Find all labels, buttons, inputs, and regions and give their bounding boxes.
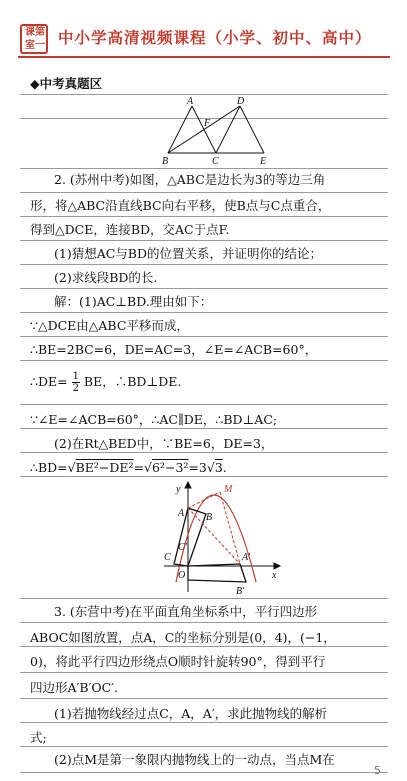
label-e: E (260, 156, 267, 166)
ruled-line (20, 192, 388, 193)
label-c-prime: C' (178, 542, 187, 553)
page-number: 5 (374, 764, 381, 777)
ruled-line (20, 404, 388, 405)
y-axis-arrow (185, 482, 191, 488)
edge-cd (216, 106, 240, 153)
ruled-line (20, 428, 388, 429)
edge-bd (168, 106, 240, 153)
ruled-line (20, 288, 388, 289)
p2-line-7: ∵△DCE由△ABC平移而成， (30, 318, 189, 333)
ruled-line (20, 168, 388, 169)
p3-line-2: ABOC如图放置，点A，C的坐标分别是(0，4)，(−1， (30, 630, 336, 645)
x-axis-arrow (274, 563, 280, 569)
sqrt-symbol: √ (67, 460, 76, 475)
ruled-line (20, 264, 388, 265)
p2-line-2: 形，将△ABC沿直线BC向右平移，使B点与C点重合， (30, 198, 331, 213)
p3-line-1: 3. (东营中考)在平面直角坐标系中，平行四边形 (54, 604, 318, 619)
dashed-segment-3 (188, 492, 220, 508)
p2-line-9 (30, 371, 181, 394)
fraction-numerator: 1 (72, 371, 79, 382)
logo-text-bottom: 室一 (25, 40, 45, 51)
label-b-prime: B' (236, 586, 245, 596)
p2-line-3: 得到△DCE，连接BD，交AC于点F. (30, 222, 230, 237)
p2-line-4: (1)猜想AC与BD的位置关系，并证明你的结论； (54, 246, 323, 261)
p2-line-12-start: ∴BD= (30, 460, 68, 475)
header-title: 中小学高清视频课程（小学、初中、高中） (58, 29, 372, 47)
p3-line-4: 四边形A′B′OC′. (30, 680, 119, 695)
p2-line-8: ∴BE=2BC=6，DE=AC=3，∠E=∠ACB=60°， (30, 342, 318, 357)
ruled-line (20, 94, 388, 95)
label-b2: B (206, 512, 213, 523)
p3-line-5: (1)若抛物线经过点C，A，A′，求此抛物线的解析 (54, 706, 328, 721)
ruled-line (20, 336, 388, 337)
label-a: A (187, 96, 194, 107)
p2-line-9-start: ∴DE= (30, 374, 68, 389)
ruled-line (20, 240, 388, 241)
sqrt-symbol-2: √ (144, 460, 153, 475)
logo (20, 24, 48, 54)
figure-triangles (160, 96, 275, 166)
label-c2: C (164, 552, 171, 563)
ruled-line (20, 722, 388, 723)
ruled-line (20, 598, 388, 599)
ruled-line (20, 476, 388, 477)
sqrt-end: . (222, 460, 227, 475)
sqrt-equals-1: = (133, 460, 145, 475)
ruled-line (20, 672, 388, 673)
sqrt-radicand-2: 6²−3² (152, 460, 189, 475)
figure-parabola (160, 478, 285, 596)
label-a-prime: A' (242, 552, 251, 563)
logo-text-top: 课第 (25, 27, 45, 38)
header-divider (18, 56, 390, 58)
p2-line-1: 2. (苏州中考)如图，△ABC是边长为3的等边三角 (54, 172, 326, 187)
label-a2: A (178, 508, 185, 519)
ruled-line (20, 772, 388, 773)
edge-de (240, 106, 264, 153)
label-b: B (162, 156, 169, 166)
p2-line-6: 解：(1)AC⊥BD.理由如下： (54, 294, 213, 309)
fraction-half (72, 371, 80, 394)
page-header (0, 0, 407, 52)
ruled-line (20, 452, 388, 453)
ruled-line (20, 312, 388, 313)
fraction-denominator: 2 (72, 383, 79, 394)
p3-line-6: 式; (30, 730, 47, 745)
edge-ba (168, 106, 192, 153)
p3-line-3: 0)，将此平行四边形绕点O顺时针旋转90°，得到平行 (30, 654, 326, 669)
label-f: F (204, 118, 211, 129)
sqrt-symbol-3: √ (206, 460, 215, 475)
p2-line-9-end: BE，∴BD⊥DE. (83, 374, 182, 389)
ruled-line (20, 622, 388, 623)
ruled-line (20, 646, 388, 647)
p2-line-11: (2)在Rt△BED中，∵BE=6，DE=3， (54, 436, 274, 451)
ruled-line (20, 216, 388, 217)
sqrt-radicand-1: BE²−DE² (75, 460, 134, 475)
label-o: O (178, 570, 186, 581)
label-m: M (224, 484, 233, 495)
sqrt-radicand-3: 3 (214, 460, 223, 475)
p3-line-7: (2)点M是第一象限内抛物线上的一动点，当点M在 (54, 752, 335, 767)
label-x: x (272, 570, 277, 581)
p2-line-10: ∵∠E=∠ACB=60°，∴AC∥DE，∴BD⊥AC; (30, 412, 278, 427)
parallelogram-a-b-o-c (188, 564, 246, 582)
p2-line-5: (2)求线段BD的长. (54, 270, 158, 285)
ruled-line (20, 698, 388, 699)
ruled-line (20, 360, 388, 361)
label-y: y (176, 484, 181, 495)
label-d: D (237, 96, 245, 107)
ruled-line (20, 746, 388, 747)
section-title: ◆中考真题区 (30, 76, 103, 91)
p2-line-12 (30, 460, 227, 476)
sqrt-equals-2: =3 (188, 460, 207, 475)
label-c: C (212, 156, 219, 166)
